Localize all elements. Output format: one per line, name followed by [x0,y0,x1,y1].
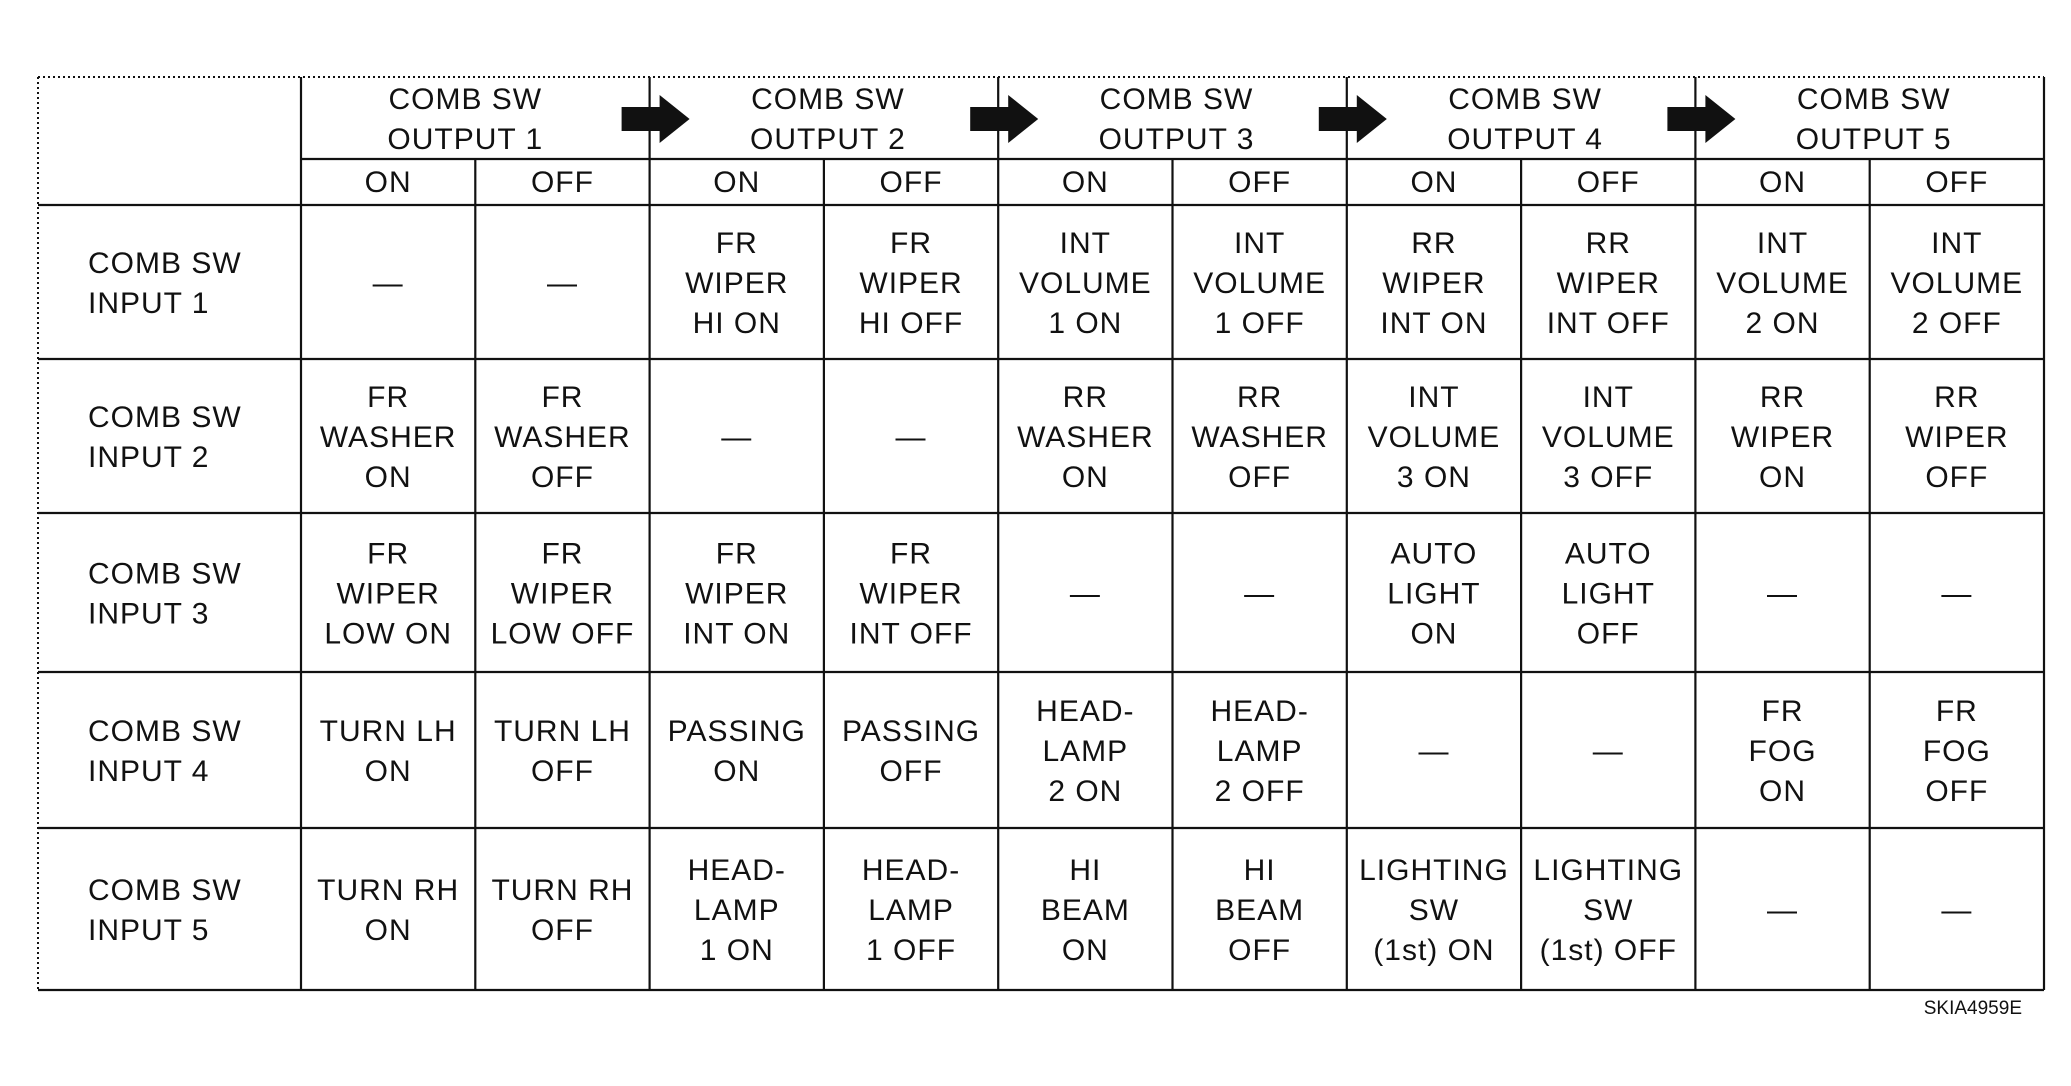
table-cell-line: ON [1410,617,1458,651]
table-cell-line: WIPER [859,577,963,611]
table-cell [668,715,806,788]
input-row-label-4 [88,715,242,788]
table-text [88,83,2023,967]
table-cell-line: 1 OFF [1214,307,1305,340]
table-cell [1191,381,1328,494]
table-cell-line: INT [1582,381,1634,414]
table-cell-line: ON [713,755,761,788]
table-cell [1017,381,1154,494]
state-off-label: OFF [1576,166,1640,199]
table-cell-line: RR [1062,381,1109,414]
table-cell-line: (1st) OFF [1539,934,1677,967]
table-cell [1387,538,1480,651]
arrow-right-icon [970,95,1038,143]
table-cell-line: PASSING [667,715,806,748]
table-cell-line: LAMP [693,894,780,927]
table-cell [1019,227,1152,340]
table-cell-line: RR [1934,381,1980,414]
table-cell [1036,695,1134,808]
table-cell-line: INT [1059,227,1112,260]
table-cell [491,538,635,651]
table-cell [859,227,963,340]
table-cell-line: VOLUME [1367,421,1501,454]
table-cell-line: LOW ON [324,617,452,651]
state-off-label: OFF [530,166,594,199]
table-cell-line: RR [1236,381,1283,414]
table-cell-line: WIPER [1730,421,1835,454]
table-cell-line: VOLUME [1716,267,1849,300]
input-row-label-text: COMB SW [88,874,242,907]
state-on-label: ON [713,166,761,199]
table-cell-line: OFF [1925,775,1989,808]
table-cell-line: AUTO [1564,537,1652,571]
table-cell-line: LAMP [868,894,954,927]
input-row-label-text: INPUT 2 [88,441,210,474]
table-cell-line: TURN RH [317,874,460,907]
table-cell-line: LAMP [1216,735,1303,768]
table-cell [683,538,790,651]
table-cell-line: — [1244,577,1276,611]
table-cell [320,381,457,494]
table-cell-line: HEAD- [1210,695,1309,728]
table-cell [320,715,457,788]
table-cell-line: — [546,267,578,300]
table-cell-line: INT [1756,227,1809,260]
table-cell [1890,227,2023,340]
output-header-text: OUTPUT 1 [387,123,544,156]
table-cell-line: ON [1061,934,1109,967]
table-cell [1380,227,1487,340]
table-cell-line: OFF [1228,934,1292,967]
table-cell-line: VOLUME [1890,267,2024,300]
table-cell [547,267,578,300]
input-row-label-5 [88,874,242,947]
output-header-text: COMB SW [388,83,543,116]
table-cell-line: HI [1069,854,1102,887]
table-cell-line: 3 OFF [1563,461,1654,494]
table-cell-line: 3 ON [1396,461,1471,494]
output-header-text: COMB SW [751,83,905,116]
table-cell [373,267,404,300]
table-cell-line: TURN LH [493,715,631,748]
table-cell-line: WASHER [1017,421,1154,454]
table-cell-line: INT [1408,381,1460,414]
table-cell-line: LIGHTING [1359,854,1509,887]
table-cell [1905,381,2008,494]
table-cell-line: (1st) ON [1373,934,1495,967]
table-cell-line: WIPER [1905,421,2009,454]
table-cell-line: FR [715,227,758,260]
table-cell [1041,854,1130,967]
table-cell-line: HI ON [692,307,781,340]
output-header-text: OUTPUT 3 [1098,123,1255,156]
table-cell [317,874,459,947]
table-cell-line: ON [364,914,412,947]
table-cell-line: OFF [1925,461,1989,494]
state-on-label: ON [1759,166,1807,199]
table-cell-line: VOLUME [1541,421,1675,454]
table-cell-line: RR [1759,381,1806,414]
table-cell [1593,735,1624,768]
table-cell-line: INT OFF [1546,307,1670,340]
table-cell-line: OFF [530,755,594,788]
table-cell-line: OFF [1576,617,1640,651]
table-cell-line: 2 OFF [1911,307,2002,340]
input-row-label-text: COMB SW [88,247,242,280]
table-cell-line: INT [1931,227,1983,260]
table-cell [1210,695,1308,808]
input-row-label-3 [88,558,242,631]
table-cell [1547,227,1670,340]
table-cell [688,854,786,967]
table-cell-line: 2 ON [1745,307,1820,340]
table-cell-line: FR [890,227,933,260]
table-cell-line: WASHER [1191,421,1328,454]
table-cell [1070,578,1101,611]
table-cell-line: WIPER [1382,267,1486,300]
table-cell [494,715,631,788]
output-header-2 [750,83,906,156]
table-cell-line: OFF [530,914,594,947]
output-header-text: OUTPUT 2 [749,123,906,156]
arrow-right-icon [1319,95,1387,143]
table-cell-line: FR [890,537,933,571]
table-cell-line: SW [1408,894,1460,927]
table-cell-line: — [721,421,753,454]
table-cell [1359,854,1509,967]
table-cell-line: HEAD- [861,854,961,887]
table-cell-line: — [1941,577,1973,611]
output-header-4 [1447,83,1603,156]
table-cell-line: WIPER [685,267,789,300]
table-cell-line: RR [1411,227,1457,260]
table-cell-line: SW [1583,894,1634,927]
table-cell-line: — [372,267,404,300]
table-cell [1749,695,1817,808]
table-cell-line: FR [715,537,758,571]
table-cell-line: INT ON [1380,307,1488,340]
table-grid [38,77,2044,990]
output-header-text: COMB SW [1099,83,1254,116]
table-cell-line: 1 ON [1048,307,1123,340]
table-cell-line: 1 OFF [866,934,957,967]
table-cell-line: — [1592,735,1624,768]
input-row-label-text: INPUT 1 [88,287,210,320]
table-cell [1562,538,1655,651]
table-cell-line: 2 OFF [1214,775,1305,808]
table-cell-line: INT OFF [849,617,973,651]
table-cell-line: INT ON [683,617,791,651]
table-cell [1731,381,1834,494]
table-cell-line: TURN LH [319,715,457,748]
table-cell-line: BEAM [1215,894,1305,927]
table-cell [1767,894,1798,927]
table-cell-line: ON [364,755,412,788]
output-header-3 [1099,83,1255,156]
input-row-label-text: COMB SW [88,715,242,748]
table-cell-line: HI OFF [858,307,964,340]
table-cell-line: ON [1759,775,1807,808]
table-cell-line: HI [1243,854,1276,887]
table-cell [1941,578,1972,611]
table-cell-line: FR [367,381,410,414]
table-cell-line: ON [1061,461,1109,494]
table-cell-line: — [895,421,927,454]
table-cell [1923,695,1991,808]
table-cell [685,227,788,340]
table-cell-line: FR [1935,695,1978,728]
table-cell-line: ON [1759,461,1807,494]
table-cell [1418,735,1449,768]
table-cell [1533,854,1683,967]
table-cell-line: WASHER [494,421,631,454]
table-cell-line: WIPER [1556,267,1660,300]
table-cell-line: BEAM [1040,894,1130,927]
table-cell-line: RR [1585,227,1631,260]
table-cell [1941,894,1972,927]
table-cell [862,854,960,967]
table-cell-line: OFF [530,461,594,494]
table-cell [491,874,633,947]
table-cell-line: FR [1761,695,1804,728]
table-cell [896,421,927,454]
table-cell-line: WIPER [685,577,789,611]
table-cell-line: VOLUME [1193,267,1327,300]
state-off-label: OFF [879,166,943,199]
table-cell-line: — [1418,735,1450,768]
table-cell-line: — [1767,577,1799,611]
output-header-text: COMB SW [1448,83,1602,116]
input-row-label-text: INPUT 3 [88,597,210,631]
table-cell-line: TURN RH [491,874,634,907]
table-cell-line: 1 ON [699,934,774,967]
input-row-label-text: COMB SW [88,557,242,591]
state-on-label: ON [364,166,412,199]
table-cell-line: WIPER [336,577,440,611]
table-cell [721,421,752,454]
output-header-text: COMB SW [1796,83,1951,116]
table-cell [1542,381,1675,494]
table-cell-line: 2 ON [1048,775,1123,808]
figure-code: SKIA4959E [1923,998,2022,1019]
table-cell [1767,578,1798,611]
input-row-label-1 [88,247,242,320]
table-cell-line: AUTO [1390,537,1478,571]
table-cell-line: FR [367,537,410,571]
input-row-label-text: COMB SW [88,401,242,434]
table-cell-line: FOG [1748,735,1817,768]
output-header-text: OUTPUT 4 [1447,123,1604,156]
table-cell-line: LIGHTING [1533,854,1684,887]
table-cell-line: OFF [1228,461,1292,494]
output-header-1 [387,83,543,156]
table-cell-line: LIGHT [1387,577,1481,611]
table-cell-line: — [1941,894,1973,927]
table-cell-line: INT [1233,227,1286,260]
table-cell-line: OFF [879,755,943,788]
table-cell-line: WIPER [510,577,615,611]
table-cell-line: WIPER [859,267,963,300]
table-cell [1193,227,1326,340]
table-cell-line: FR [541,537,584,571]
state-on-label: ON [1410,166,1458,199]
table-cell-line: — [1069,577,1101,611]
input-row-label-2 [88,401,242,474]
table-cell-line: LIGHT [1561,577,1655,611]
table-cell-line: HEAD- [1036,695,1135,728]
table-cell [324,538,452,651]
table-cell [1716,227,1849,340]
arrow-right-icon [1667,95,1735,143]
table-cell-line: LAMP [1042,735,1129,768]
input-row-label-text: INPUT 5 [88,914,210,947]
table-cell [849,538,972,651]
table-cell [494,381,631,494]
table-cell-line: FR [541,381,584,414]
table-cell [1215,854,1304,967]
output-header-5 [1796,83,1952,156]
output-header-text: OUTPUT 5 [1795,123,1952,156]
state-on-label: ON [1061,166,1109,199]
table-cell [842,715,980,788]
table-cell-line: HEAD- [687,854,786,887]
table-cell-line: VOLUME [1018,267,1152,300]
table-cell-line: FOG [1922,735,1991,768]
table-cell [1368,381,1501,494]
table-cell-line: LOW OFF [490,617,635,651]
input-row-label-text: INPUT 4 [88,755,210,788]
table-cell-line: PASSING [841,715,981,748]
table-cell-line: ON [364,461,412,494]
arrow-right-icon [622,95,690,143]
state-off-label: OFF [1228,166,1292,199]
table-cell-line: — [1767,894,1799,927]
table-cell-line: WASHER [319,421,457,454]
table-cell [1244,578,1275,611]
state-off-label: OFF [1925,166,1989,199]
